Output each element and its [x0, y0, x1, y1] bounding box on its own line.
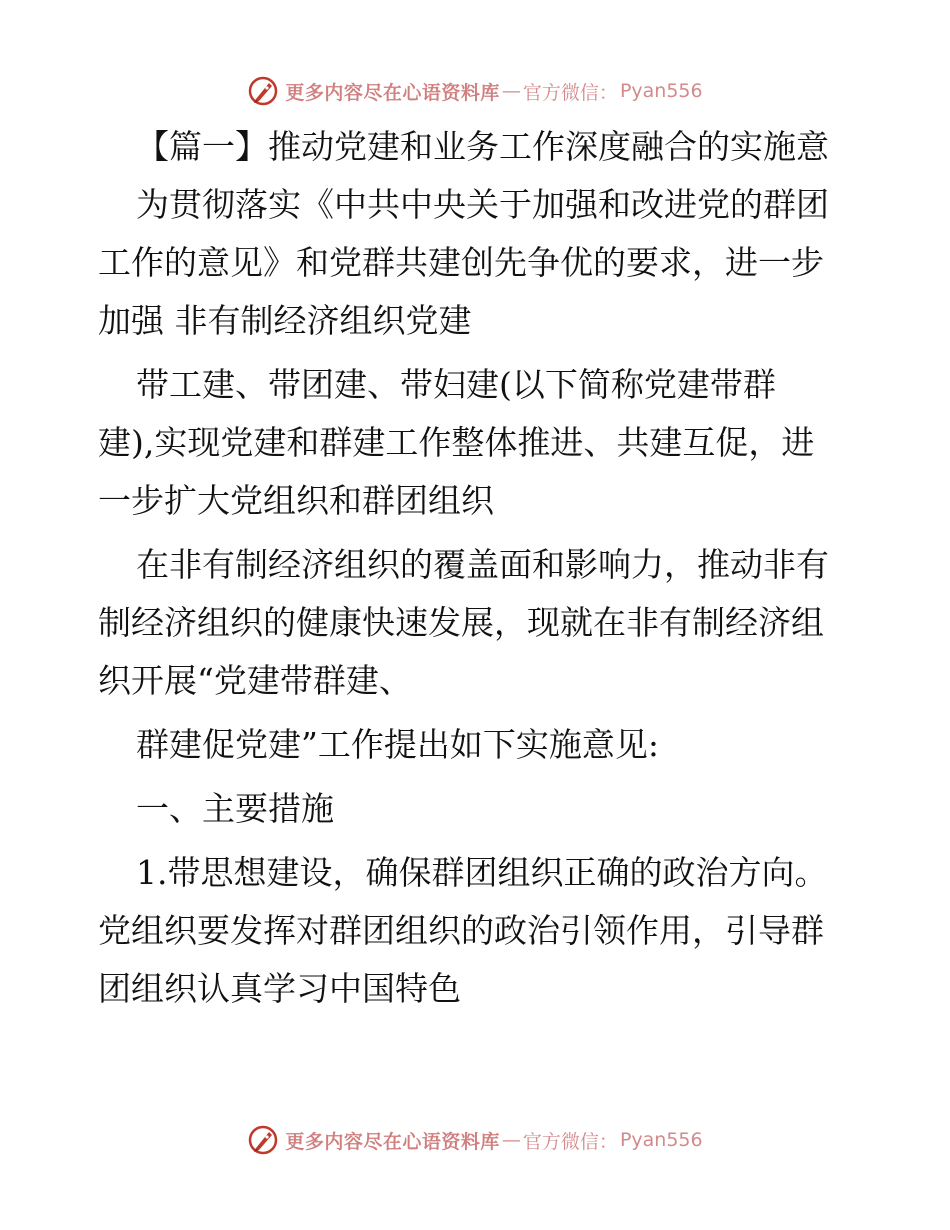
paragraph-line: 在非有制经济组织的覆盖面和影响力，推动非有 [136, 545, 829, 584]
header-banner [0, 71, 950, 111]
paragraph-line: 制经济组织的健康快速发展，现就在非有制经济组 [98, 603, 824, 642]
paragraph-line: 1.带思想建设，确保群团组织正确的政治方向。 [136, 853, 828, 892]
paragraph-line: 工作的意见》和党群共建创先争优的要求，进一步 [98, 243, 824, 282]
banner-brand: 更多内容尽在心语资料库 [285, 1130, 500, 1153]
banner-brand: 更多内容尽在心语资料库 [285, 81, 500, 104]
paragraph-line: 为贯彻落实《中共中央关于加强和改进党的群团 [136, 185, 829, 224]
paragraph-line: 带工建、带团建、带妇建(以下简称党建带群 [136, 365, 776, 404]
paragraph-line: 一步扩大党组织和群团组织 [98, 481, 494, 520]
document-title-line: 【篇一】推动党建和业务工作深度融合的实施意 [136, 127, 829, 166]
banner-separator: — [501, 80, 521, 102]
paragraph-line: 群建促党建”工作提出如下实施意见: [136, 725, 659, 764]
paragraph-line: 织开展“党建带群建、 [98, 661, 412, 700]
section-heading: 一、主要措施 [136, 789, 334, 828]
document-body [98, 118, 858, 1018]
banner-separator: — [501, 1129, 521, 1151]
footer-banner [0, 1120, 950, 1160]
banner-wechat-label: 官方微信： [522, 1130, 618, 1153]
quill-pen-logo-icon [247, 75, 279, 107]
quill-pen-logo-icon [247, 1124, 279, 1156]
paragraph-line: 团组织认真学习中国特色 [98, 969, 461, 1008]
banner-wechat-id: Pyan556 [619, 80, 703, 102]
paragraph-line: 党组织要发挥对群团组织的政治引领作用，引导群 [98, 911, 824, 950]
banner-wechat-id: Pyan556 [619, 1129, 703, 1151]
paragraph-line: 建),实现党建和群建工作整体推进、共建互促，进 [98, 423, 815, 462]
banner-wechat-label: 官方微信： [522, 81, 618, 104]
paragraph-line: 加强 非有制经济组织党建 [98, 301, 472, 340]
